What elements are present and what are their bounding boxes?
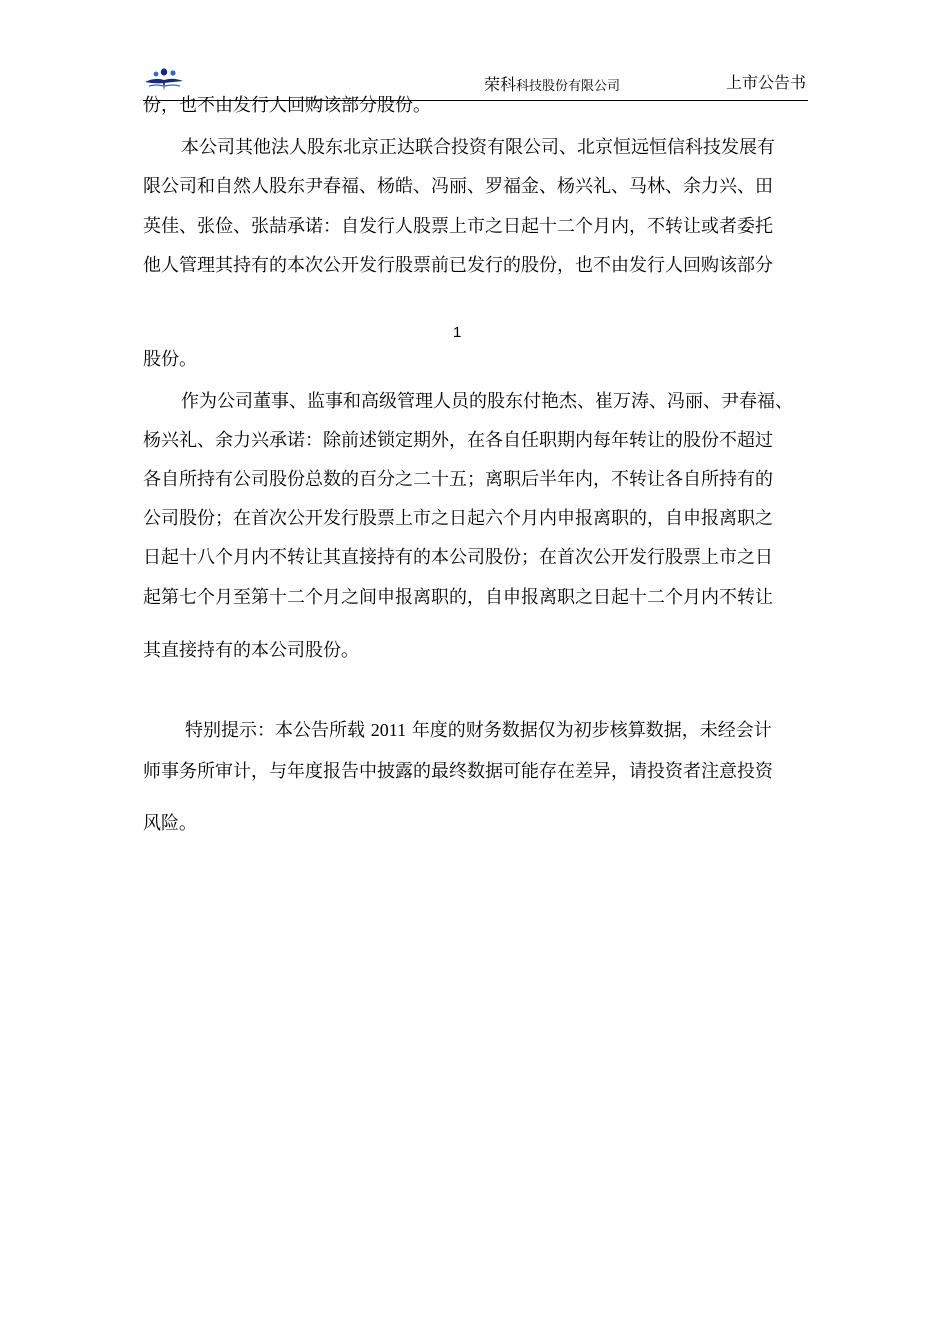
body-line: 作为公司董事、监事和高级管理人员的股东付艳杰、崔万涛、冯丽、尹春福、	[181, 391, 793, 412]
body-line: 限公司和自然人股东尹春福、杨皓、冯丽、罗福金、杨兴礼、马林、余力兴、田	[143, 176, 773, 197]
body-line: 他人管理其持有的本次公开发行股票前已发行的股份，也不由发行人回购该部分	[143, 255, 773, 276]
body-line: 起第七个月至第十二个月之间申报离职的，自申报离职之日起十二个月内不转让	[143, 587, 773, 608]
body-line: 风险。	[143, 813, 197, 834]
notice-year: 2011	[370, 720, 407, 740]
body-line: 份，也不由发行人回购该部分股份。	[143, 95, 431, 116]
notice-suffix: 年度的财务数据仅为初步核算数据，未经会计	[411, 720, 772, 741]
body-line: 日起十八个月内不转让其直接持有的本公司股份；在首次公开发行股票上市之日	[143, 547, 773, 568]
body-line: 其直接持有的本公司股份。	[143, 640, 359, 661]
body-line: 本公司其他法人股东北京正达联合投资有限公司、北京恒远恒信科技发展有	[181, 137, 775, 158]
body-line: 股份。	[143, 349, 197, 370]
page-number: 1	[453, 324, 462, 341]
document-type: 上市公告书	[725, 73, 806, 92]
body-line: 杨兴礼、余力兴承诺：除前述锁定期外，在各自任职期内每年转让的股份不超过	[143, 430, 773, 451]
body-line: 公司股份；在首次公开发行股票上市之日起六个月内申报离职的，自申报离职之	[143, 508, 773, 529]
body-line: 各自所持有公司股份总数的百分之二十五；离职后半年内，不转让各自所持有的	[143, 469, 773, 490]
company-name: 荣科科技股份有限公司	[484, 75, 621, 94]
special-notice	[185, 719, 772, 742]
body-line: 师事务所审计，与年度报告中披露的最终数据可能存在差异，请投资者注意投资	[143, 761, 773, 782]
body-line: 英佳、张俭、张喆承诺：自发行人股票上市之日起十二个月内，不转让或者委托	[143, 216, 773, 237]
company-logo-icon	[143, 66, 185, 92]
notice-prefix: 特别提示：本公告所载	[185, 720, 365, 741]
